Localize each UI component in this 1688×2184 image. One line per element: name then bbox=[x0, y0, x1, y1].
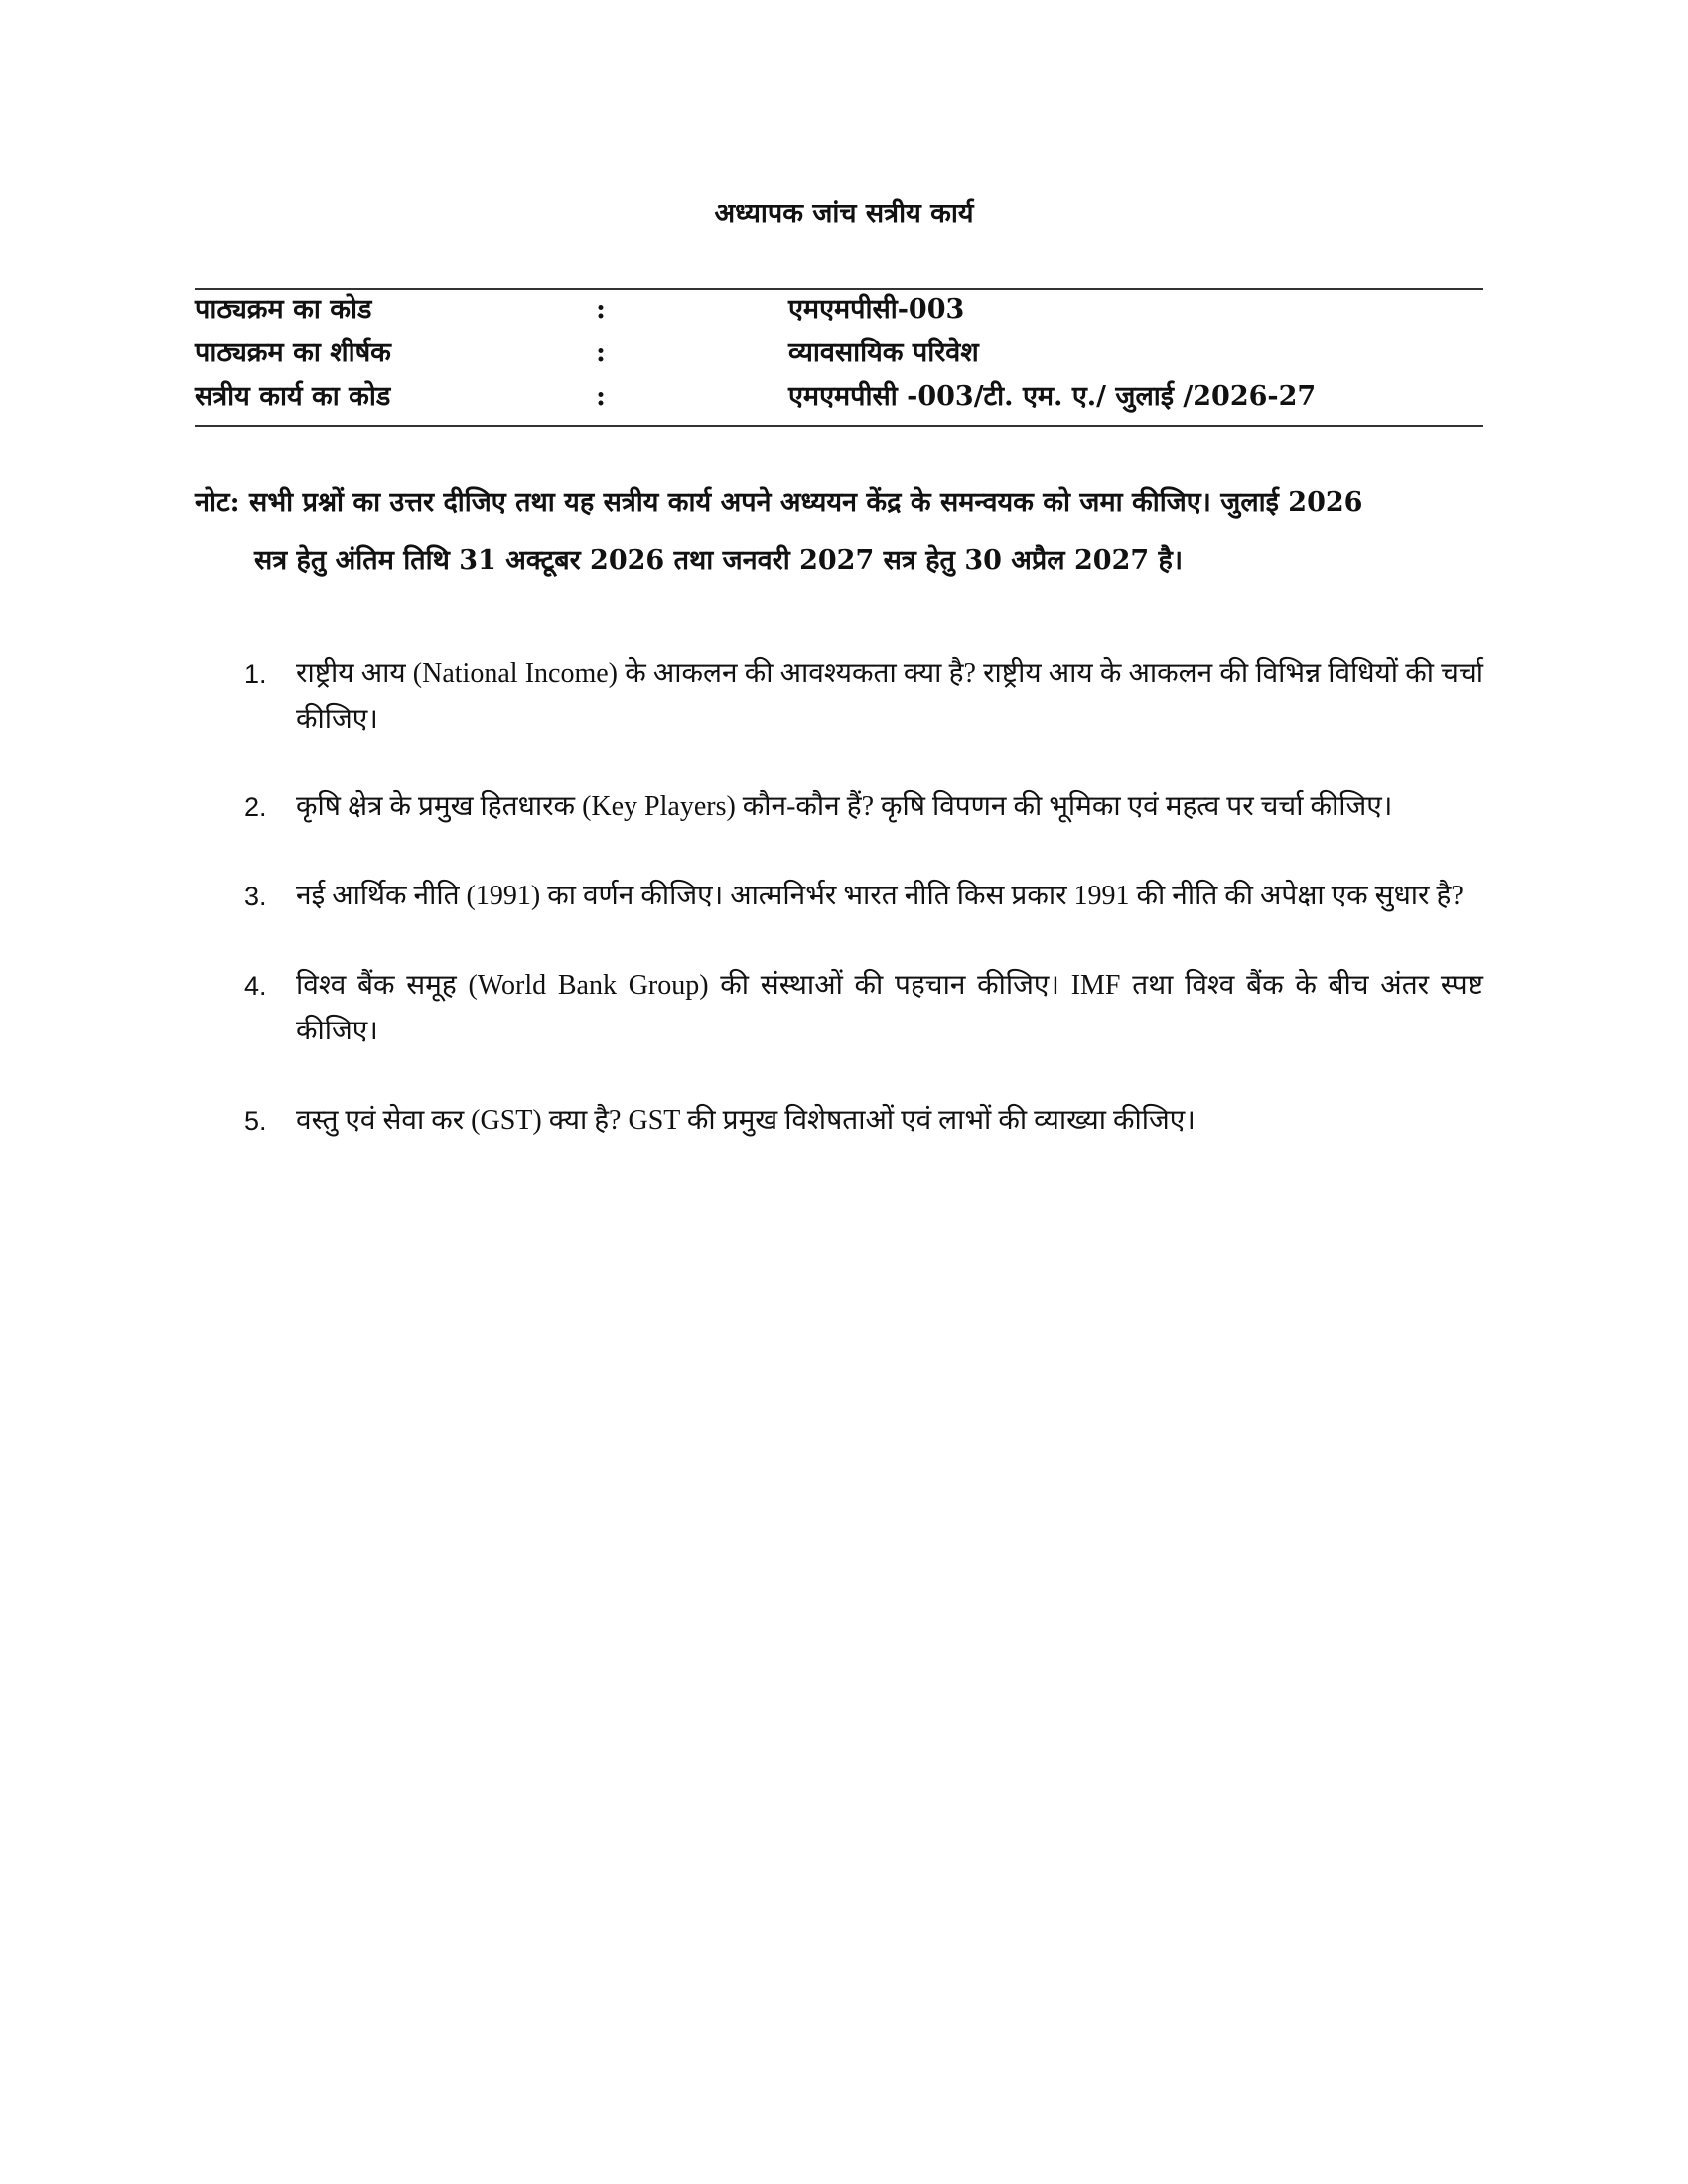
question-text: वस्तु एवं सेवा कर (GST) क्या है? GST की प्रमुख विशेषताओं एवं लाभों की व्याख्या कीजिए। bbox=[296, 1105, 1196, 1136]
submission-note bbox=[195, 475, 1483, 590]
question-number: 4. bbox=[244, 971, 267, 1001]
question-number: 5. bbox=[244, 1106, 267, 1136]
question-number: 1. bbox=[244, 659, 267, 689]
question-text: नई आर्थिक नीति (1991) का वर्णन कीजिए। आत्मनिर्भर भारत नीति किस प्रकार 1991 की नीति की अपेक्षा एक सुधार है? bbox=[296, 881, 1464, 911]
question-number: 2. bbox=[244, 792, 267, 822]
bottom-divider bbox=[195, 425, 1483, 427]
assignment-code-value: एमएमपीसी -003/टी. एम. ए./ जुलाई /2026-27 bbox=[788, 381, 1317, 412]
course-code-value: एमएमपीसी-003 bbox=[788, 294, 965, 325]
assignment-code-label: सत्रीय कार्य का कोड bbox=[195, 381, 391, 412]
assignment-code-colon: : bbox=[596, 381, 606, 412]
meta-row-course-title bbox=[195, 332, 1483, 375]
course-title-colon: : bbox=[596, 338, 606, 368]
question-number: 3. bbox=[244, 882, 267, 911]
question-text: कृषि क्षेत्र के प्रमुख हितधारक (Key Players) कौन-कौन हैं? कृषि विपणन की भूमिका एवं महत्व पर चर्चा कीजिए। bbox=[296, 791, 1393, 822]
question-text: विश्व बैंक समूह (World Bank Group) की संस्थाओं की पहचान कीजिए। IMF तथा विश्व बैंक के बीच अंतर स्पष्ट कीजिए। bbox=[296, 970, 1483, 1046]
course-code-label: पाठ्यक्रम का कोड bbox=[195, 294, 372, 325]
question-text: राष्ट्रीय आय (National Income) के आकलन की आवश्यकता क्या है? राष्ट्रीय आय के आकलन की विभिन्न विधियों की चर्चा कीजिए। bbox=[296, 658, 1483, 735]
course-code-colon: : bbox=[596, 294, 606, 325]
note-line-2: सत्र हेतु अंतिम तिथि 31 अक्टूबर 2026 तथा जनवरी 2027 सत्र हेतु 30 अप्रैल 2027 है। bbox=[254, 545, 1184, 576]
meta-row-assignment-code bbox=[195, 375, 1483, 419]
page-title: अध्यापक जांच सत्रीय कार्य bbox=[714, 199, 974, 229]
meta-row-course-code bbox=[195, 288, 1483, 332]
note-line-1: नोट: सभी प्रश्नों का उत्तर दीजिए तथा यह सत्रीय कार्य अपने अध्ययन केंद्र के समन्वयक को जमा कीजिए। जुलाई 2026 bbox=[195, 487, 1363, 518]
course-title-label: पाठ्यक्रम का शीर्षक bbox=[195, 338, 391, 368]
course-title-value: व्यावसायिक परिवेश bbox=[788, 338, 979, 368]
